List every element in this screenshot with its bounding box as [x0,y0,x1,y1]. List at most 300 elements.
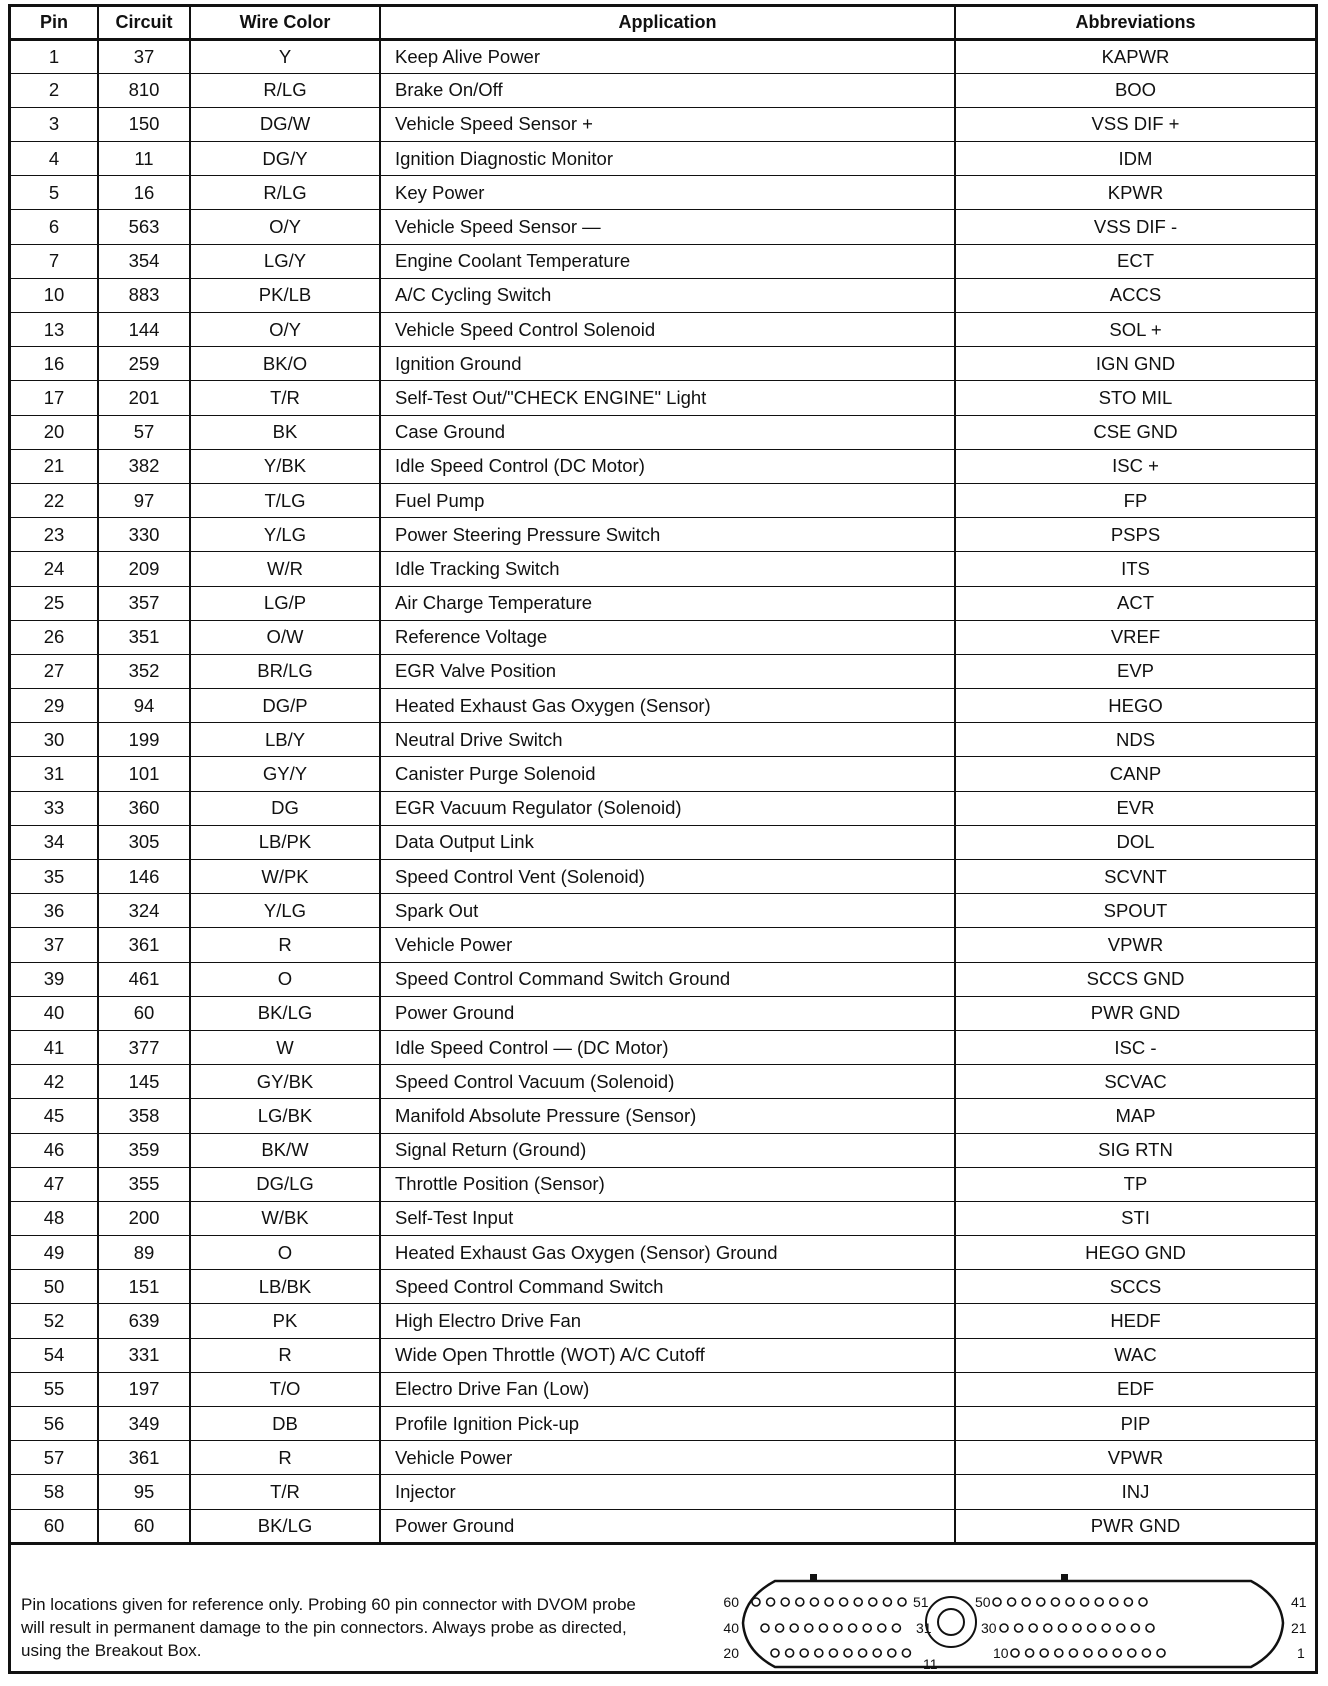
abbreviation-cell: PIP [955,1407,1315,1441]
wire-color-cell: O/Y [190,210,380,244]
abbreviation-cell: TP [955,1167,1315,1201]
application-cell: Speed Control Vent (Solenoid) [380,860,955,894]
connector-pin-dot [805,1624,813,1632]
wire-color-cell: Y/LG [190,894,380,928]
wire-color-cell: PK [190,1304,380,1338]
connector-pin-dot [829,1649,837,1657]
connector-pin-dot [1146,1624,1154,1632]
application-cell: Manifold Absolute Pressure (Sensor) [380,1099,955,1133]
wire-color-cell: BR/LG [190,654,380,688]
wire-color-cell: BK/LG [190,1509,380,1543]
application-cell: Vehicle Speed Control Solenoid [380,313,955,347]
circuit-cell: 382 [98,449,190,483]
table-row [11,1236,1315,1270]
abbreviation-cell: PWR GND [955,996,1315,1030]
wire-color-cell: O [190,1236,380,1270]
table-row [11,552,1315,586]
application-cell: Engine Coolant Temperature [380,244,955,278]
connector-pin-dot [1113,1649,1121,1657]
wire-color-cell: Y/BK [190,449,380,483]
connector-pin-dot [1058,1624,1066,1632]
connector-diagram [723,1569,1308,1677]
pin-cell: 24 [11,552,98,586]
abbreviation-cell: SOL + [955,313,1315,347]
application-cell: EGR Valve Position [380,654,955,688]
pin-cell: 3 [11,107,98,141]
table-row [11,1133,1315,1167]
wire-color-cell: W [190,1030,380,1064]
application-cell: Canister Purge Solenoid [380,757,955,791]
abbreviation-cell: ACCS [955,278,1315,312]
pin-cell: 37 [11,928,98,962]
circuit-cell: 357 [98,586,190,620]
application-cell: Idle Tracking Switch [380,552,955,586]
connector-pin-dot [761,1624,769,1632]
abbreviation-cell: SCCS [955,1270,1315,1304]
table-row [11,962,1315,996]
connector-pin-dot [1069,1649,1077,1657]
circuit-cell: 101 [98,757,190,791]
circuit-cell: 355 [98,1167,190,1201]
application-cell: Air Charge Temperature [380,586,955,620]
connector-pin-dot [878,1624,886,1632]
pin-cell: 41 [11,1030,98,1064]
label-pin-1: 1 [1297,1645,1305,1661]
wire-color-cell: W/PK [190,860,380,894]
table-row [11,860,1315,894]
pin-cell: 42 [11,1065,98,1099]
connector-pin-dot [1066,1598,1074,1606]
abbreviation-cell: ITS [955,552,1315,586]
pin-cell: 4 [11,142,98,176]
connector-key-right [1061,1574,1068,1581]
table-row [11,1407,1315,1441]
abbreviation-cell: ISC + [955,449,1315,483]
application-cell: Keep Alive Power [380,39,955,73]
pin-cell: 31 [11,757,98,791]
abbreviation-cell: CANP [955,757,1315,791]
abbreviation-cell: BOO [955,73,1315,107]
abbreviation-cell: KAPWR [955,39,1315,73]
connector-pin-dot [993,1598,1001,1606]
application-cell: Profile Ignition Pick-up [380,1407,955,1441]
application-cell: Heated Exhaust Gas Oxygen (Sensor) [380,689,955,723]
application-cell: Injector [380,1475,955,1509]
wire-color-cell: R [190,928,380,962]
connector-pin-dot [800,1649,808,1657]
wire-color-cell: T/R [190,1475,380,1509]
application-cell: Power Steering Pressure Switch [380,518,955,552]
label-pin-50: 50 [975,1594,991,1610]
table-row [11,689,1315,723]
connector-pin-dot [834,1624,842,1632]
note-line: using the Breakout Box. [21,1641,202,1660]
wire-color-cell: DB [190,1407,380,1441]
connector-pin-dot [1037,1598,1045,1606]
table-row [11,449,1315,483]
table-row [11,518,1315,552]
pin-cell: 20 [11,415,98,449]
wire-color-cell: Y/LG [190,518,380,552]
wire-color-cell: PK/LB [190,278,380,312]
abbreviation-cell: VSS DIF + [955,107,1315,141]
pin-cell: 29 [11,689,98,723]
label-pin-40: 40 [723,1620,739,1636]
circuit-cell: 352 [98,654,190,688]
connector-pin-dot [1081,1598,1089,1606]
circuit-cell: 563 [98,210,190,244]
application-cell: Electro Drive Fan (Low) [380,1372,955,1406]
wire-color-cell: T/O [190,1372,380,1406]
pin-cell: 56 [11,1407,98,1441]
application-cell: Data Output Link [380,825,955,859]
pin-table [11,7,1315,1545]
wire-color-cell: DG/LG [190,1167,380,1201]
wire-color-cell: DG [190,791,380,825]
wire-color-cell: GY/BK [190,1065,380,1099]
connector-pin-dot [1044,1624,1052,1632]
wire-color-cell: DG/W [190,107,380,141]
wire-color-cell: LG/P [190,586,380,620]
abbreviation-cell: HEDF [955,1304,1315,1338]
circuit-cell: 358 [98,1099,190,1133]
table-row [11,1304,1315,1338]
circuit-cell: 361 [98,1441,190,1475]
note-line: Pin locations given for reference only. Probing 60 pin connector with DVOM probe [21,1595,636,1614]
wire-color-cell: O/Y [190,313,380,347]
pin-cell: 35 [11,860,98,894]
pin-cell: 50 [11,1270,98,1304]
table-row [11,244,1315,278]
pin-cell: 45 [11,1099,98,1133]
connector-pin-dot [863,1624,871,1632]
wire-color-cell: BK/LG [190,996,380,1030]
abbreviation-cell: CSE GND [955,415,1315,449]
circuit-cell: 197 [98,1372,190,1406]
pin-chart-sheet [8,4,1318,1674]
circuit-cell: 209 [98,552,190,586]
application-cell: A/C Cycling Switch [380,278,955,312]
circuit-cell: 349 [98,1407,190,1441]
circuit-cell: 359 [98,1133,190,1167]
connector-pin-dot [844,1649,852,1657]
pin-cell: 16 [11,347,98,381]
label-pin-60: 60 [723,1594,739,1610]
table-row [11,1509,1315,1543]
table-row [11,483,1315,517]
pin-cell: 27 [11,654,98,688]
table-row [11,278,1315,312]
wire-color-cell: GY/Y [190,757,380,791]
abbreviation-cell: SIG RTN [955,1133,1315,1167]
circuit-cell: 150 [98,107,190,141]
application-cell: Heated Exhaust Gas Oxygen (Sensor) Ground [380,1236,955,1270]
pin-cell: 39 [11,962,98,996]
table-header-row [11,7,1315,39]
pin-cell: 46 [11,1133,98,1167]
connector-pin-dot [859,1649,867,1657]
wire-color-cell: BK/W [190,1133,380,1167]
application-cell: Brake On/Off [380,73,955,107]
pin-cell: 30 [11,723,98,757]
connector-pin-dot [810,1598,818,1606]
table-row [11,1475,1315,1509]
table-row [11,757,1315,791]
circuit-cell: 37 [98,39,190,73]
label-pin-20: 20 [723,1645,739,1661]
abbreviation-cell: SPOUT [955,894,1315,928]
wire-color-cell: LB/PK [190,825,380,859]
connector-key-left [810,1574,817,1581]
header-circuit: Circuit [98,7,190,39]
connector-pin-dot [1157,1649,1165,1657]
center-bolt-outer [926,1597,976,1647]
connector-pin-dot [781,1598,789,1606]
connector-pin-dot [1051,1598,1059,1606]
wire-color-cell: O [190,962,380,996]
abbreviation-cell: HEGO [955,689,1315,723]
table-row [11,723,1315,757]
pin-cell: 36 [11,894,98,928]
table-row [11,415,1315,449]
table-row [11,1270,1315,1304]
label-pin-51: 51 [913,1594,929,1610]
abbreviation-cell: SCVAC [955,1065,1315,1099]
pin-cell: 17 [11,381,98,415]
connector-pin-dot [1022,1598,1030,1606]
abbreviation-cell: EDF [955,1372,1315,1406]
wire-color-cell: O/W [190,620,380,654]
application-cell: Vehicle Speed Sensor — [380,210,955,244]
label-pin-31: 31 [916,1620,932,1636]
connector-pin-dot [796,1598,804,1606]
abbreviation-cell: IDM [955,142,1315,176]
connector-pin-dot [786,1649,794,1657]
connector-pin-dot [854,1598,862,1606]
connector-pin-dot [1011,1649,1019,1657]
circuit-cell: 201 [98,381,190,415]
table-row [11,73,1315,107]
application-cell: Speed Control Command Switch [380,1270,955,1304]
abbreviation-cell: SCCS GND [955,962,1315,996]
abbreviation-cell: VPWR [955,1441,1315,1475]
wire-color-cell: DG/P [190,689,380,723]
wire-color-cell: BK [190,415,380,449]
label-pin-10: 10 [993,1645,1009,1661]
abbreviation-cell: INJ [955,1475,1315,1509]
pin-cell: 60 [11,1509,98,1543]
header-application: Application [380,7,955,39]
connector-pin-dot [888,1649,896,1657]
application-cell: Speed Control Command Switch Ground [380,962,955,996]
connector-pin-dot [1015,1624,1023,1632]
table-row [11,654,1315,688]
circuit-cell: 146 [98,860,190,894]
circuit-cell: 89 [98,1236,190,1270]
wire-color-cell: DG/Y [190,142,380,176]
connector-pin-dot [883,1598,891,1606]
application-cell: Reference Voltage [380,620,955,654]
pin-cell: 55 [11,1372,98,1406]
circuit-cell: 60 [98,1509,190,1543]
pin-cell: 33 [11,791,98,825]
application-cell: Self-Test Input [380,1201,955,1235]
application-cell: Power Ground [380,996,955,1030]
circuit-cell: 377 [98,1030,190,1064]
application-cell: Spark Out [380,894,955,928]
circuit-cell: 883 [98,278,190,312]
table-row [11,1201,1315,1235]
application-cell: Speed Control Vacuum (Solenoid) [380,1065,955,1099]
header-abbreviations: Abbreviations [955,7,1315,39]
pin-cell: 34 [11,825,98,859]
circuit-cell: 331 [98,1338,190,1372]
header-pin: Pin [11,7,98,39]
table-row [11,1167,1315,1201]
table-row [11,381,1315,415]
pin-cell: 6 [11,210,98,244]
connector-pin-dot [1026,1649,1034,1657]
wire-color-cell: R [190,1441,380,1475]
circuit-cell: 351 [98,620,190,654]
abbreviation-cell: ISC - [955,1030,1315,1064]
connector-pin-dot [1040,1649,1048,1657]
abbreviation-cell: STI [955,1201,1315,1235]
abbreviation-cell: NDS [955,723,1315,757]
pin-cell: 13 [11,313,98,347]
connector-pin-dot [1055,1649,1063,1657]
connector-pin-dot [902,1649,910,1657]
wire-color-cell: BK/O [190,347,380,381]
wire-color-cell: W/BK [190,1201,380,1235]
pin-cell: 25 [11,586,98,620]
table-row [11,176,1315,210]
connector-pin-dot [873,1649,881,1657]
table-row [11,210,1315,244]
connector-pin-dot [1117,1624,1125,1632]
pin-cell: 57 [11,1441,98,1475]
circuit-cell: 259 [98,347,190,381]
abbreviation-cell: IGN GND [955,347,1315,381]
abbreviation-cell: HEGO GND [955,1236,1315,1270]
connector-pin-dot [1088,1624,1096,1632]
circuit-cell: 94 [98,689,190,723]
circuit-cell: 461 [98,962,190,996]
connector-pin-dot [767,1598,775,1606]
wire-color-cell: LB/BK [190,1270,380,1304]
application-cell: Signal Return (Ground) [380,1133,955,1167]
wire-color-cell: R/LG [190,73,380,107]
table-row [11,620,1315,654]
table-row [11,1099,1315,1133]
circuit-cell: 354 [98,244,190,278]
application-cell: Vehicle Speed Sensor + [380,107,955,141]
pin-cell: 54 [11,1338,98,1372]
table-row [11,894,1315,928]
connector-pin-dot [752,1598,760,1606]
table-row [11,1030,1315,1064]
circuit-cell: 97 [98,483,190,517]
abbreviation-cell: VPWR [955,928,1315,962]
abbreviation-cell: FP [955,483,1315,517]
abbreviation-cell: KPWR [955,176,1315,210]
abbreviation-cell: PWR GND [955,1509,1315,1543]
wire-color-cell: W/R [190,552,380,586]
circuit-cell: 60 [98,996,190,1030]
application-cell: Ignition Diagnostic Monitor [380,142,955,176]
connector-pin-dot [815,1649,823,1657]
connector-pin-dot [1008,1598,1016,1606]
wire-color-cell: LG/BK [190,1099,380,1133]
circuit-cell: 324 [98,894,190,928]
probe-warning-note [21,1593,701,1662]
application-cell: Wide Open Throttle (WOT) A/C Cutoff [380,1338,955,1372]
table-row [11,39,1315,73]
circuit-cell: 639 [98,1304,190,1338]
connector-pin-dot [825,1598,833,1606]
connector-pin-dot [771,1649,779,1657]
pin-cell: 47 [11,1167,98,1201]
circuit-cell: 810 [98,73,190,107]
abbreviation-cell: PSPS [955,518,1315,552]
note-line: will result in permanent damage to the pin connectors. Always probe as directed, [21,1618,627,1637]
pin-cell: 2 [11,73,98,107]
application-cell: High Electro Drive Fan [380,1304,955,1338]
abbreviation-cell: MAP [955,1099,1315,1133]
application-cell: Key Power [380,176,955,210]
table-row [11,996,1315,1030]
label-pin-11: 11 [923,1656,938,1672]
application-cell: Fuel Pump [380,483,955,517]
connector-pin-dot [840,1598,848,1606]
application-cell: Ignition Ground [380,347,955,381]
table-row [11,1065,1315,1099]
connector-pin-dot [1029,1624,1037,1632]
table-row [11,313,1315,347]
application-cell: Vehicle Power [380,928,955,962]
label-pin-41: 41 [1291,1594,1307,1610]
circuit-cell: 305 [98,825,190,859]
pin-cell: 21 [11,449,98,483]
connector-pin-dot [790,1624,798,1632]
abbreviation-cell: STO MIL [955,381,1315,415]
abbreviation-cell: WAC [955,1338,1315,1372]
application-cell: Power Ground [380,1509,955,1543]
application-cell: Idle Speed Control — (DC Motor) [380,1030,955,1064]
pin-cell: 10 [11,278,98,312]
abbreviation-cell: EVR [955,791,1315,825]
connector-pin-dot [1128,1649,1136,1657]
connector-pin-dot [849,1624,857,1632]
header-wire-color: Wire Color [190,7,380,39]
circuit-cell: 200 [98,1201,190,1235]
pin-cell: 1 [11,39,98,73]
wire-color-cell: T/R [190,381,380,415]
abbreviation-cell: ACT [955,586,1315,620]
pin-cell: 23 [11,518,98,552]
application-cell: Case Ground [380,415,955,449]
table-row [11,791,1315,825]
abbreviation-cell: VREF [955,620,1315,654]
circuit-cell: 361 [98,928,190,962]
connector-pin-dot [1124,1598,1132,1606]
table-row [11,825,1315,859]
table-row [11,1338,1315,1372]
wire-color-cell: Y [190,39,380,73]
table-body [11,39,1315,1543]
connector-pin-dot [1073,1624,1081,1632]
connector-pin-dot [869,1598,877,1606]
